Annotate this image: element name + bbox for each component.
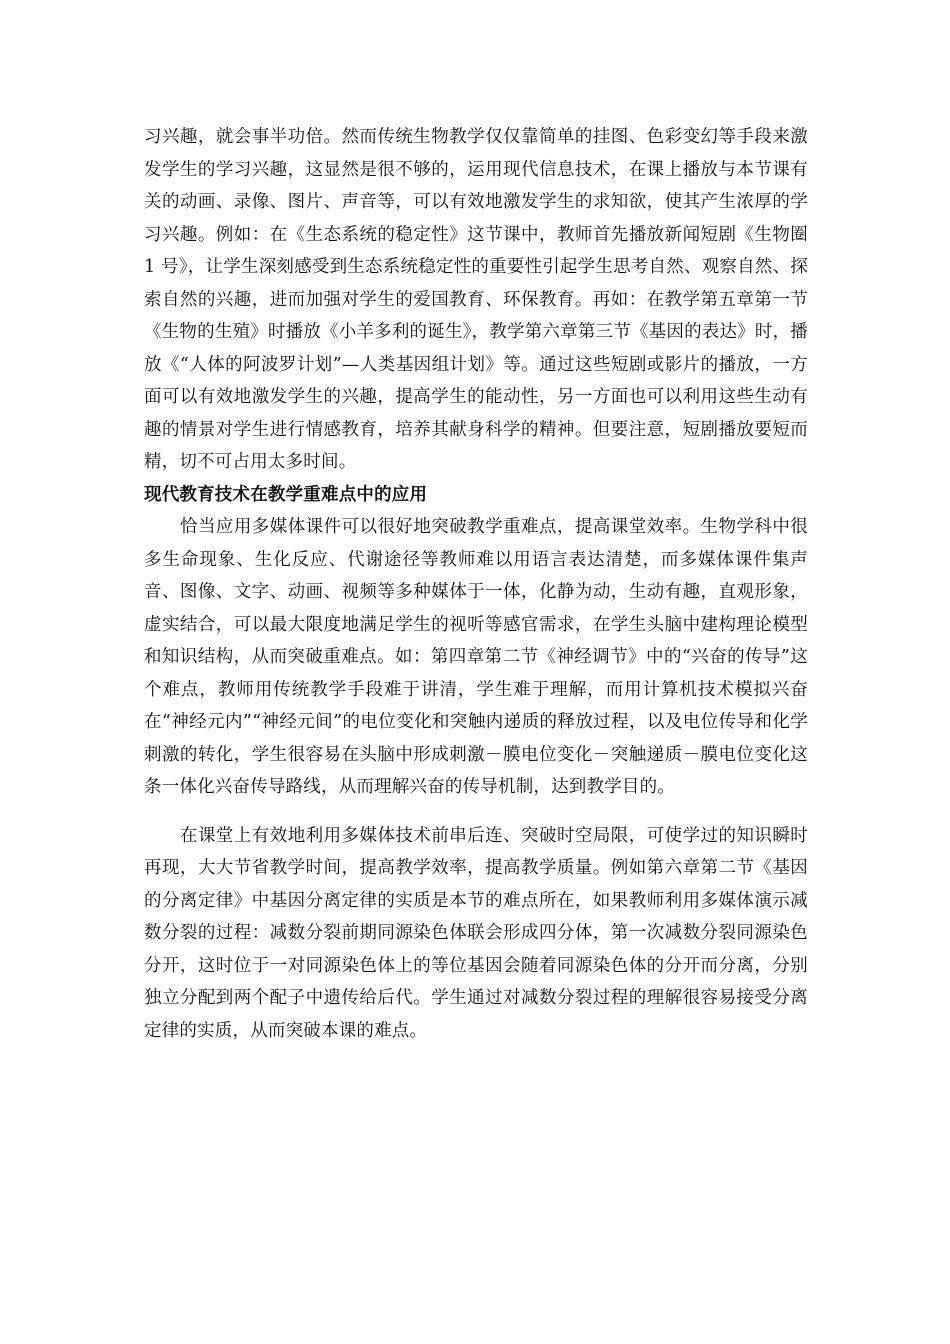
body-paragraph-1: 习兴趣，就会事半功倍。然而传统生物教学仅仅靠简单的挂图、色彩变幻等手段来激发学生的学习兴趣，这显然是很不够的，运用现代信息技术，在课上播放与本节课有关的动画、录像、图片、声音等，可以有效地激发学生的求知欲，使其产生浓厚的学习兴趣。例如：在《生态系统的稳定性》这节课中，教师首先播放新闻短剧《生物圈 1 号》，让学生深刻感受到生态系统稳定性的重要性引起学生思考自然、观察自然、探索自然的兴趣，进而加强对学生的爱国教育、环保教育。再如：在教学第五章第一节《生物的生殖》时播放《小羊多利的诞生》，教学第六章第三节《基因的表达》时，播放《“人体的阿波罗计划”—人类基因组计划》等。通过这些短剧或影片的播放，一方面可以有效地激发学生的兴趣，提高学生的能动性，另一方面也可以利用这些生动有趣的情景对学生进行情感教育，培养其献身科学的精神。但要注意，短剧播放要短而精，切不可占用太多时间。: [144, 127, 808, 472]
body-paragraph-2: 恰当应用多媒体课件可以很好地突破教学重难点，提高课堂效率。生物学科中很多生命现象、生化反应、代谢途径等教师难以用语言表达清楚，而多媒体课件集声音、图像、文字、动画、视频等多种媒体于一体，化静为动，生动有趣，直观形象，虚实结合，可以最大限度地满足学生的视听等感官需求，在学生头脑中建构理论模型和知识结构，从而突破重难点。如：第四章第二节《神经调节》中的“兴奋的传导”这个难点，教师用传统教学手段难于讲清，学生难于理解，而用计算机技术模拟兴奋在“神经元内”“神经元间”的电位变化和突触内递质的释放过程，以及电位传导和化学刺激的转化，学生很容易在头脑中形成刺激－膜电位变化－突触递质－膜电位变化这条一体化兴奋传导路线，从而理解兴奋的传导机制，达到教学目的。: [144, 517, 808, 797]
section-heading: 现代教育技术在教学重难点中的应用: [144, 484, 428, 505]
paragraph-gap: [144, 804, 808, 820]
document-body: [144, 121, 808, 1047]
body-paragraph-3: 在课堂上有效地利用多媒体技术前串后连、突破时空局限，可使学过的知识瞬时再现，大大节省教学时间，提高教学效率，提高教学质量。例如第六章第二节《基因的分离定律》中基因分离定律的实质是本节的难点所在，如果教师利用多媒体演示减数分裂的过程：减数分裂前期同源染色体联会形成四分体，第一次减数分裂同源染色分开，这时位于一对同源染色体上的等位基因会随着同源染色体的分开而分离，分别独立分配到两个配子中遗传给后代。学生通过对减数分裂过程的理解很容易接受分离定律的实质，从而突破本课的难点。: [144, 825, 808, 1041]
